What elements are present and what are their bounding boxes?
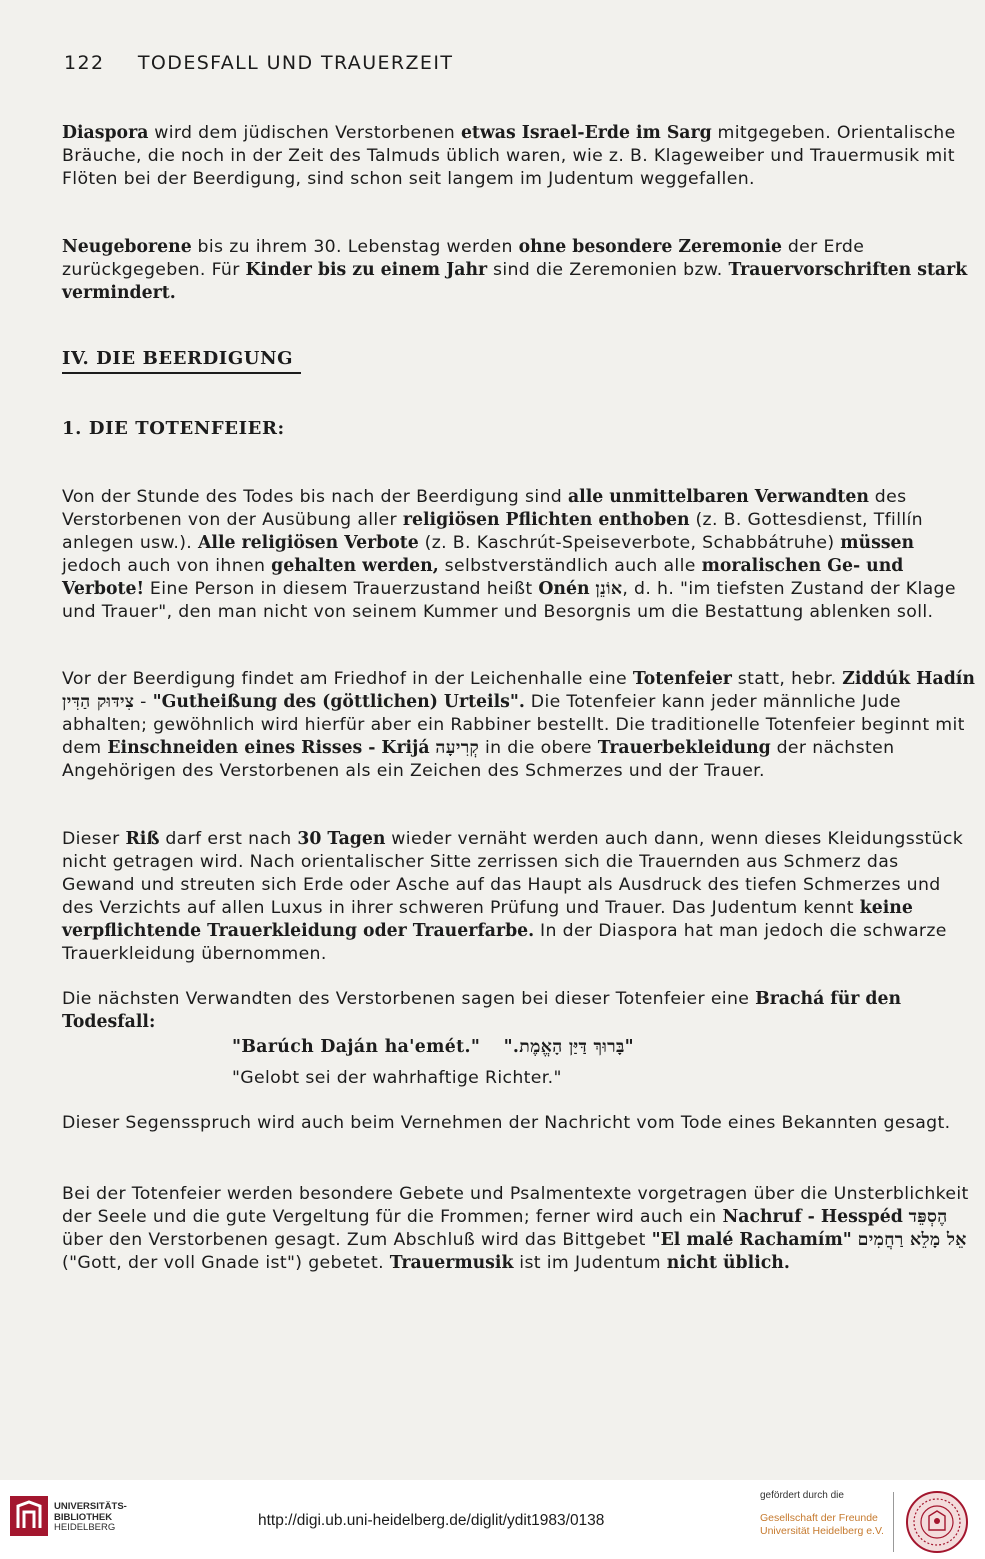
blessing-hebrew: "בָּרוּךְ דַּיַּן הָאֱמֶת.": [503, 1037, 635, 1057]
hebrew-term: קְרִיעָה: [435, 738, 480, 759]
text-run: darf erst nach: [159, 829, 298, 849]
bold-term: moralischen Ge- und Verbote!: [62, 556, 904, 600]
text-run: der Erde zurückgegeben. Für: [62, 237, 865, 281]
society-name-line: Universität Heidelberg e.V.: [760, 1525, 884, 1537]
text-run: in die obere: [479, 738, 598, 759]
bold-term: Trauervorschriften stark vermindert.: [62, 260, 968, 304]
text-run: mitgegeben. Orientalische Bräuche, die noch in der Zeit des Talmuds üblich waren, wie z. B. Klageweiber und Trauermusik mit Flöten bei der Beerdigung, sind schon seit langem im Judentum weggefallen.: [62, 123, 956, 190]
bold-term: gehalten werden,: [271, 556, 439, 577]
text-run: Eine Person in diesem Trauerzustand heißt: [144, 579, 539, 600]
bold-term: 30 Tagen: [297, 829, 386, 849]
paragraph-neugeborene: [62, 236, 977, 305]
text-run: wird dem jüdischen Verstorbenen: [148, 123, 461, 143]
text-run: sind die Zeremonien bzw.: [487, 260, 729, 281]
bold-term: etwas Israel-Erde im Sarg: [460, 123, 712, 143]
bold-term: "El malé Rachamím": [651, 1230, 852, 1251]
library-name-line: BIBLIOTHEK: [54, 1511, 113, 1523]
text-run: Vor der Beerdigung findet am Friedhof in der Leichenhalle eine: [62, 669, 633, 689]
section-heading: IV. DIE BEERDIGUNG: [62, 348, 301, 374]
bold-term: Alle religiösen Verbote: [198, 533, 419, 554]
blessing-quote: [232, 1037, 634, 1057]
bold-term: Kinder bis zu einem Jahr: [245, 260, 488, 281]
bold-term: müssen: [840, 533, 915, 554]
text-run: über den Verstorbenen gesagt. Zum Abschluß wird das Bittgebet: [62, 1230, 652, 1251]
bold-term: Riß: [125, 829, 160, 849]
paragraph-gebete: [62, 1183, 977, 1275]
bold-term: Onén: [538, 579, 590, 600]
bold-term: ohne besondere Zeremonie: [518, 237, 783, 257]
running-header: [64, 52, 453, 74]
bold-term: keine verpflichtende Trauerkleidung oder Trauerfarbe.: [62, 898, 913, 942]
bold-term: Diaspora: [62, 123, 149, 143]
subsection-heading: 1. DIE TOTENFEIER:: [62, 418, 285, 439]
library-name-line: UNIVERSITÄTS-: [54, 1501, 127, 1512]
funded-by-label: gefördert durch die: [760, 1490, 844, 1501]
bold-term: Trauermusik: [389, 1253, 514, 1274]
digitization-footer: [0, 1480, 985, 1559]
bold-term: Nachruf - Hesspéd: [722, 1207, 903, 1228]
text-run: Von der Stunde des Todes bis nach der Beerdigung sind: [62, 487, 568, 507]
university-seal-icon: [905, 1490, 969, 1554]
page-number: 122: [64, 52, 105, 74]
text-run: Die Totenfeier kann jeder männliche Jude abhalten; gewöhnlich wird hierfür aber ein Rabbiner bestellt. Die traditionelle Totenfeier beginnt mit dem: [62, 692, 965, 759]
text-run: selbstverständlich auch alle: [438, 556, 702, 577]
text-run: ist im Judentum: [513, 1253, 667, 1274]
library-name: [54, 1502, 127, 1534]
text-run: (z. B. Gottesdienst, Tfillín anlegen usw.).: [62, 510, 923, 554]
society-name-line: Gesellschaft der Freunde: [760, 1512, 878, 1524]
paragraph-bracha: [62, 988, 977, 1034]
footer-divider: [893, 1492, 894, 1552]
hebrew-term: צִידּוּק הַדִּין: [62, 692, 135, 713]
text-run: Dieser: [62, 829, 126, 849]
bold-term: Brachá für den Todesfall:: [62, 989, 902, 1033]
bold-term: Neugeborene: [62, 237, 192, 257]
text-run: Bei der Totenfeier werden besondere Gebete und Psalmentexte vorgetragen über die Unsterblichkeit der Seele und die gute Vergeltung für die Frommen; ferner wird auch ein: [62, 1184, 969, 1228]
blessing-latin: "Barúch Daján ha'emét.": [232, 1037, 481, 1057]
paragraph-ziddek-hadin: [62, 668, 977, 783]
bold-term: "Gutheißung des (göttlichen) Urteils".: [152, 692, 525, 713]
hebrew-term: אוֹנֵן: [595, 579, 623, 600]
text-run: der nächsten Angehörigen des Verstorbenen als ein Zeichen des Schmerzes und der Trauer.: [62, 738, 895, 782]
bold-term: religiösen Pflichten enthoben: [402, 510, 690, 531]
text-run: Die nächsten Verwandten des Verstorbenen sagen bei dieser Totenfeier eine: [62, 989, 756, 1009]
hebrew-term: הֶסְפֵּד: [908, 1207, 948, 1228]
text-run: statt, hebr.: [731, 669, 843, 689]
ub-heidelberg-logo-icon: [8, 1494, 50, 1538]
paragraph-totenfeier-intro: [62, 486, 977, 625]
text-run: des Verstorbenen von der Ausübung aller: [62, 487, 907, 531]
text-run: bis zu ihrem 30. Lebenstag werden: [191, 237, 519, 257]
blessing-translation: "Gelobt sei der wahrhaftige Richter.": [232, 1068, 562, 1088]
bold-term: nicht üblich.: [666, 1253, 790, 1274]
society-name: [760, 1512, 884, 1538]
bold-term: Trauerbekleidung: [597, 738, 771, 759]
paragraph-segensspruch: Dieser Segensspruch wird auch beim Vernehmen der Nachricht vom Tode eines Bekannten gesagt.: [62, 1113, 951, 1133]
permalink[interactable]: http://digi.ub.uni-heidelberg.de/diglit/ydit1983/0138: [258, 1512, 605, 1529]
bold-term: Einschneiden eines Risses - Kriјá: [107, 738, 430, 759]
text-run: wieder vernäht werden auch dann, wenn dieses Kleidungsstück nicht getragen wird. Nach orientalischer Sitte zerrissen sich die Trauernden aus Schmerz das Gewand und streuten sich Erde oder Asche auf das Haupt als Ausdruck des tiefen Schmerzes und des Verzichts auf allen Luxus in ihrer schweren Prüfung und Trauer. Das Judentum kennt: [62, 829, 964, 919]
text-run: jedoch auch von ihnen: [62, 556, 272, 577]
paragraph-riss: [62, 828, 977, 967]
library-name-line: HEIDELBERG: [54, 1522, 116, 1534]
bold-term: Totenfeier: [632, 669, 732, 689]
bold-term: Ziddúk Hadín: [842, 669, 975, 689]
text-run: -: [134, 692, 153, 713]
text-run: (z. B. Kaschrút-Speiseverbote, Schabbátruhe): [418, 533, 841, 554]
bold-term: alle unmittelbaren Verwandten: [567, 487, 869, 507]
text-run: , d. h. "im tiefsten Zustand der Klage und Trauer", den man nicht von seinem Kummer und Besorgnis um die Bestattung ablenken soll.: [62, 579, 956, 623]
running-title: TODESFALL UND TRAUERZEIT: [137, 52, 454, 74]
hebrew-term: אֵל מָלֵא רַחֲמִים: [857, 1230, 967, 1251]
paragraph-diaspora: [62, 122, 977, 191]
text-run: ("Gott, der voll Gnade ist") gebetet.: [62, 1253, 390, 1274]
text-run: In der Diaspora hat man jedoch die schwarze Trauerkleidung übernommen.: [62, 921, 947, 965]
